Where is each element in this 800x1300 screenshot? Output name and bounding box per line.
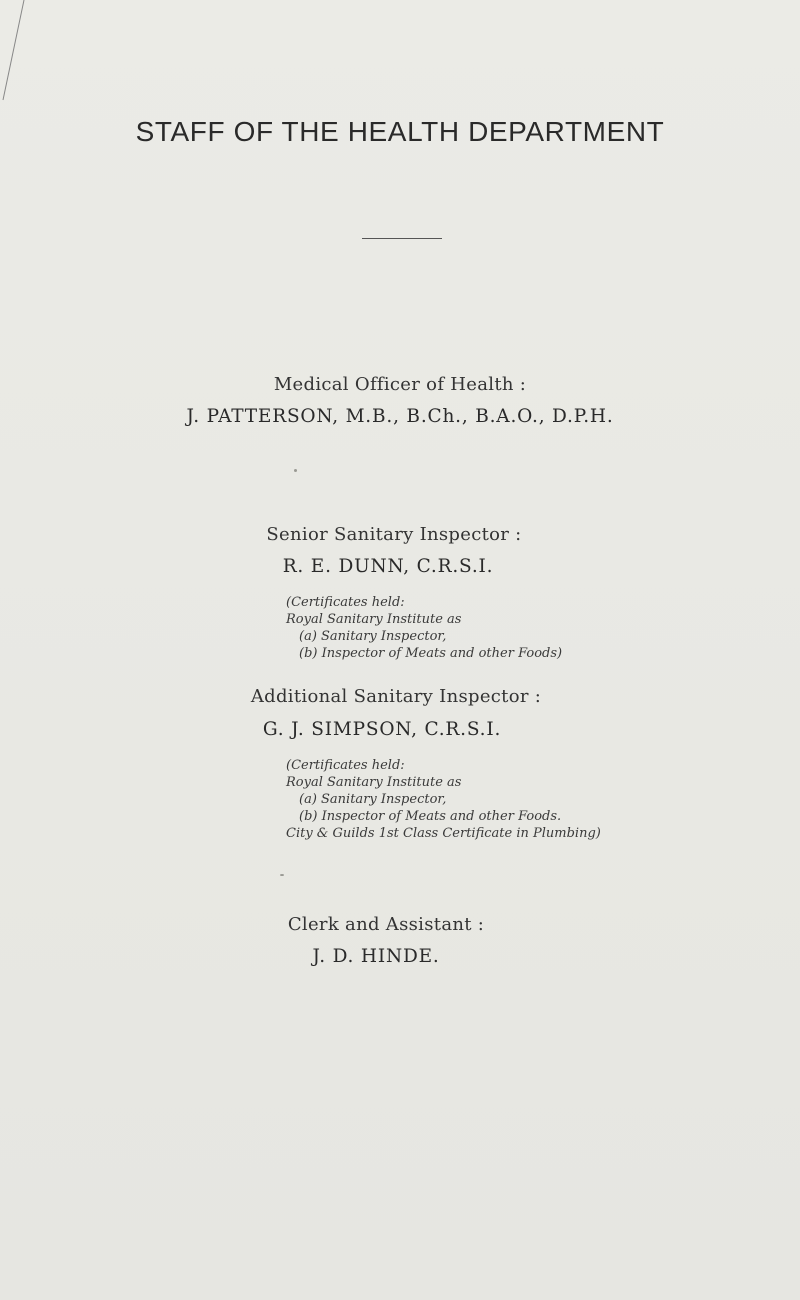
paper-speck <box>280 874 284 876</box>
corner-pen-mark <box>0 0 30 110</box>
senior-inspector-name: R. E. DUNN, C.R.S.I. <box>282 556 494 577</box>
cert-line: City & Guilds 1st Class Certificate in Plumbing) <box>286 826 601 841</box>
additional-inspector-role: Additional Sanitary Inspector : <box>250 686 542 707</box>
cert-line: (Certificates held: <box>286 758 405 773</box>
clerk-role: Clerk and Assistant : <box>287 914 485 935</box>
cert-line: (Certificates held: <box>286 595 405 610</box>
page-title: STAFF OF THE HEALTH DEPARTMENT <box>135 116 665 147</box>
clerk-name: J. D. HINDE. <box>312 946 440 967</box>
cert-line: Royal Sanitary Institute as <box>286 612 462 627</box>
title-divider <box>362 238 442 239</box>
additional-inspector-certificates <box>286 757 601 842</box>
cert-line: (a) Sanitary Inspector, <box>299 792 447 807</box>
additional-inspector-name: G. J. SIMPSON, C.R.S.I. <box>262 719 502 740</box>
paper-speck <box>294 469 297 472</box>
senior-inspector-role: Senior Sanitary Inspector : <box>266 524 522 545</box>
senior-inspector-certificates <box>286 594 562 662</box>
cert-line: Royal Sanitary Institute as <box>286 775 462 790</box>
cert-line: (a) Sanitary Inspector, <box>299 629 447 644</box>
cert-line: (b) Inspector of Meats and other Foods) <box>299 646 563 661</box>
medical-officer-role: Medical Officer of Health : <box>273 374 527 395</box>
medical-officer-name: J. PATTERSON, M.B., B.Ch., B.A.O., D.P.H. <box>186 406 614 427</box>
cert-line: (b) Inspector of Meats and other Foods. <box>299 809 562 824</box>
